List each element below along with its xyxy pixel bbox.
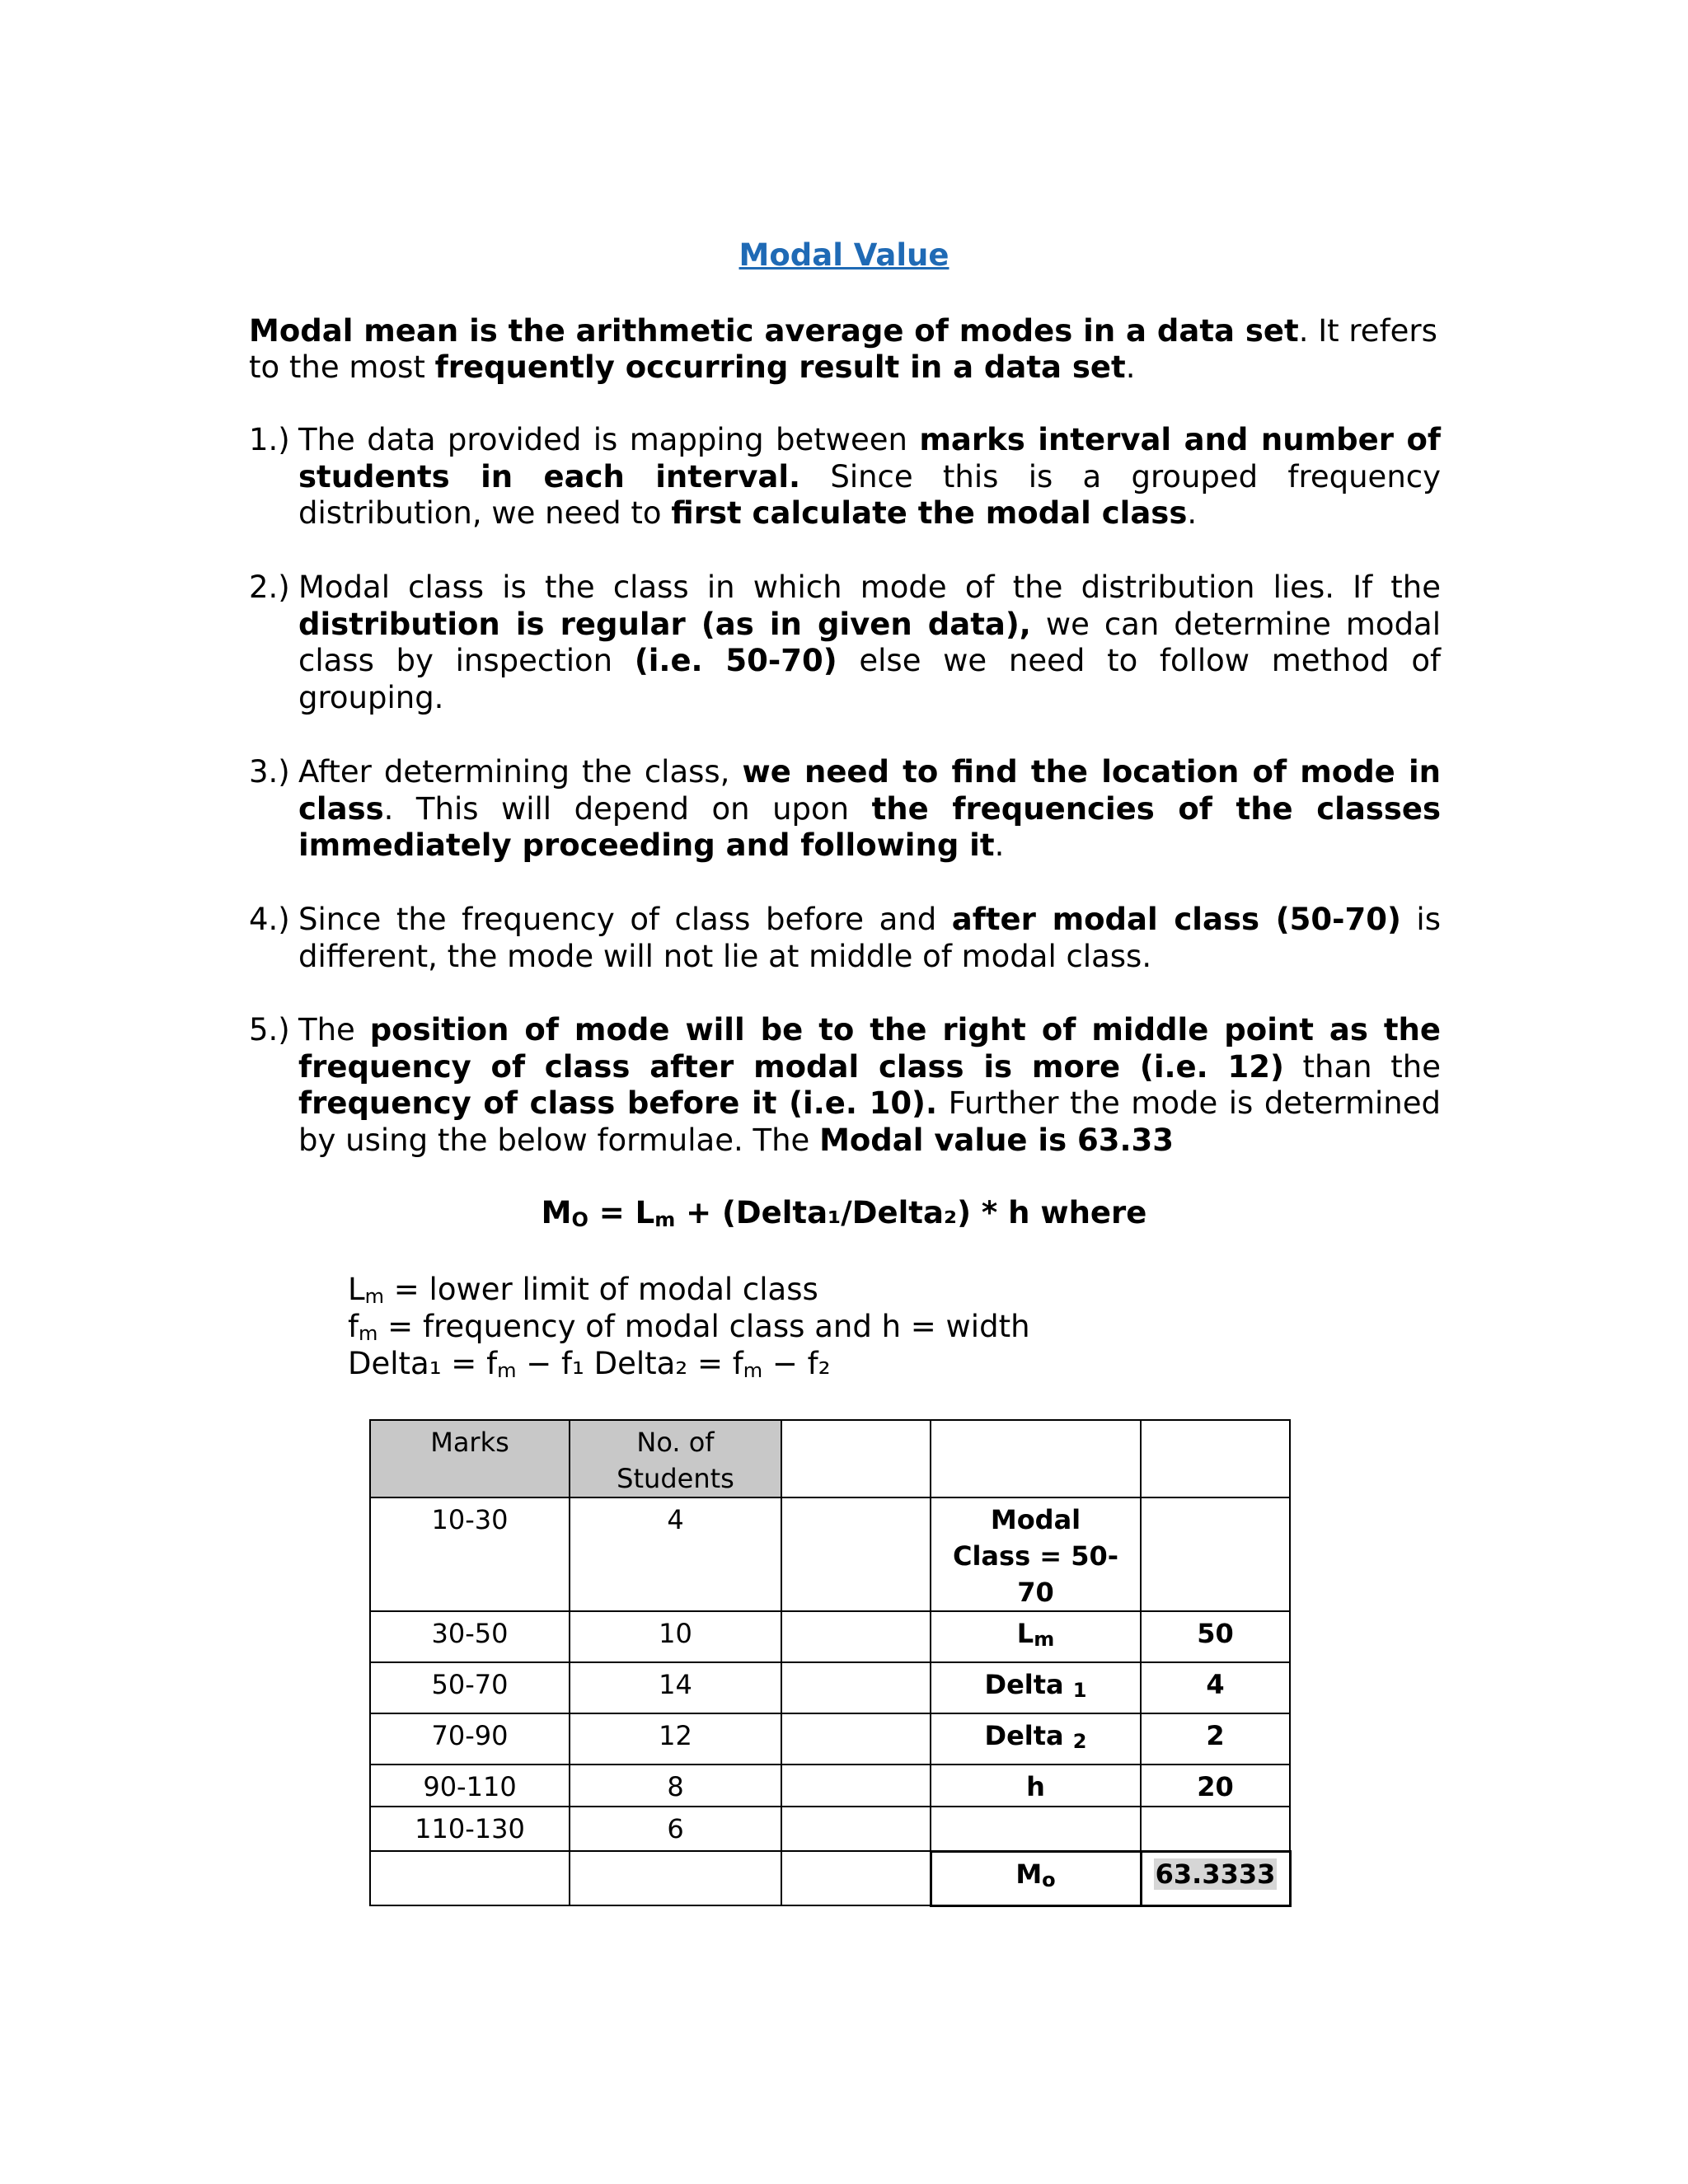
table-header-row	[370, 1420, 1290, 1497]
list-item	[249, 569, 1441, 716]
cell-value: 50	[1141, 1611, 1290, 1662]
item-bold: frequency of class before it (i.e. 10).	[298, 1085, 938, 1121]
formula-sub: O	[571, 1208, 588, 1231]
item-text: .	[994, 827, 1005, 863]
empty-cell	[781, 1497, 931, 1611]
list-item	[249, 422, 1441, 532]
formula-part: + (Delta₁/Delta₂) * h where	[675, 1195, 1147, 1230]
item-number: 3.)	[249, 754, 290, 790]
item-text: Since the frequency of class before and	[298, 902, 952, 937]
def-part: − f₂	[762, 1346, 831, 1381]
def-sub: m	[743, 1359, 763, 1382]
item-text: Modal class is the class in which mode of the distribution lies. If the	[298, 569, 1441, 605]
cell-students: 4	[570, 1497, 781, 1611]
def-part: L	[348, 1272, 365, 1307]
table-row	[370, 1611, 1290, 1662]
empty-cell	[781, 1611, 931, 1662]
cell-result-value	[1141, 1851, 1290, 1905]
cell-label-lm: $L_m$	[931, 1611, 1141, 1662]
cell-label-delta2: Delta $_2$	[931, 1713, 1141, 1765]
cell-value: 20	[1141, 1765, 1290, 1807]
empty-cell	[781, 1807, 931, 1851]
empty-cell	[781, 1420, 931, 1497]
def-part: = frequency of modal class and h = width	[377, 1309, 1030, 1344]
item-text: than the	[1283, 1048, 1441, 1085]
mode-formula	[0, 1195, 1688, 1230]
item-bold: Modal value is 63.33	[819, 1122, 1175, 1158]
definition-fm	[348, 1308, 1030, 1345]
header-marks: Marks	[370, 1420, 570, 1497]
cell-marks: 70-90	[370, 1713, 570, 1765]
item-bold: first calculate the modal class	[671, 495, 1188, 531]
cell-students: 6	[570, 1807, 781, 1851]
empty-cell	[1141, 1420, 1290, 1497]
table-row	[370, 1713, 1290, 1765]
header-students: No. of Students	[570, 1420, 781, 1497]
item-number: 5.)	[249, 1012, 290, 1047]
item-text: we can determine modal class by inspection	[298, 606, 1442, 678]
intro-text-2: .	[1125, 349, 1136, 385]
def-sub: m	[497, 1359, 517, 1382]
empty-cell	[931, 1807, 1141, 1851]
table-row	[370, 1497, 1290, 1611]
item-text: Since this is a grouped frequency distribution, we need to	[298, 458, 1442, 531]
item-text: is different, the mode will not lie at middle of modal class.	[298, 902, 1441, 974]
empty-cell	[781, 1662, 931, 1713]
empty-cell	[781, 1713, 931, 1765]
empty-cell	[781, 1851, 931, 1905]
result-highlight: 63.3333	[1155, 1858, 1276, 1890]
item-text: The data provided is mapping between	[298, 422, 920, 457]
empty-cell	[1141, 1807, 1290, 1851]
formula-definitions	[348, 1271, 1030, 1382]
item-bold: after modal class (50-70)	[951, 902, 1401, 937]
cell-marks: 110-130	[370, 1807, 570, 1851]
cell-value: 2	[1141, 1713, 1290, 1765]
cell-label-delta1: Delta $_1$	[931, 1662, 1141, 1713]
empty-cell	[781, 1765, 931, 1807]
empty-cell	[370, 1851, 570, 1905]
table-result-row	[370, 1851, 1290, 1905]
def-part: = lower limit of modal class	[384, 1272, 818, 1307]
table-row	[370, 1662, 1290, 1713]
cell-marks: 50-70	[370, 1662, 570, 1713]
cell-marks: 10-30	[370, 1497, 570, 1611]
item-number: 1.)	[249, 422, 290, 457]
table-row	[370, 1765, 1290, 1807]
item-text: After determining the class,	[298, 754, 743, 790]
empty-cell	[570, 1851, 781, 1905]
list-item	[249, 902, 1441, 975]
item-number: 2.)	[249, 569, 290, 605]
formula-part: = L	[588, 1195, 655, 1230]
list-item	[249, 754, 1441, 865]
item-bold: distribution is regular (as in given data),	[298, 606, 1031, 642]
def-part: − f₁ Delta₂ = f	[516, 1346, 743, 1381]
item-bold: (i.e. 50-70)	[634, 643, 837, 678]
definition-lm	[348, 1271, 1030, 1308]
calculation-table	[369, 1419, 1292, 1907]
formula-part: M	[541, 1195, 572, 1230]
cell-marks: 90-110	[370, 1765, 570, 1807]
item-text: The	[298, 1012, 370, 1047]
intro-paragraph	[249, 313, 1441, 386]
item-text: Further the mode is determined by using the below formulae. The	[298, 1085, 1441, 1158]
item-bold: we need to find the location of mode in class	[298, 754, 1441, 827]
intro-bold-2: frequently occurring result in a data set	[434, 349, 1126, 385]
intro-bold-1: Modal mean is the arithmetic average of modes in a data set	[249, 313, 1299, 349]
definition-delta	[348, 1345, 1030, 1382]
item-text: .	[1187, 495, 1198, 531]
page-title: Modal Value	[738, 237, 950, 273]
intro-text-1: . It refers to the most	[249, 313, 1437, 385]
item-text: else we need to follow method of grouping.	[298, 643, 1441, 715]
cell-marks: 30-50	[370, 1611, 570, 1662]
def-part: f	[348, 1309, 359, 1344]
item-bold: marks interval and number of students in each interval.	[298, 422, 1441, 494]
cell-students: 14	[570, 1662, 781, 1713]
def-sub: m	[359, 1322, 378, 1345]
formula-sub: m	[654, 1208, 676, 1231]
cell-label-h: h	[931, 1765, 1141, 1807]
cell-students: 10	[570, 1611, 781, 1662]
cell-value: 4	[1141, 1662, 1290, 1713]
item-number: 4.)	[249, 902, 290, 937]
cell-label-mo: $M_o$	[931, 1851, 1141, 1905]
item-bold: position of mode will be to the right of middle point as the frequency of class after modal class is more (i.e. 12)	[298, 1012, 1441, 1085]
cell-students: 8	[570, 1765, 781, 1807]
def-part: Delta₁ = f	[348, 1346, 498, 1381]
cell-modal-class: Modal Class = 50-70	[931, 1497, 1141, 1611]
item-text: . This will depend on upon	[383, 790, 872, 827]
cell-students: 12	[570, 1713, 781, 1765]
list-item	[249, 1012, 1441, 1159]
cell-value	[1141, 1497, 1290, 1611]
table-row	[370, 1807, 1290, 1851]
empty-cell	[931, 1420, 1141, 1497]
def-sub: m	[364, 1285, 385, 1308]
item-bold: the frequencies of the classes immediately proceeding and following it	[298, 790, 1441, 863]
